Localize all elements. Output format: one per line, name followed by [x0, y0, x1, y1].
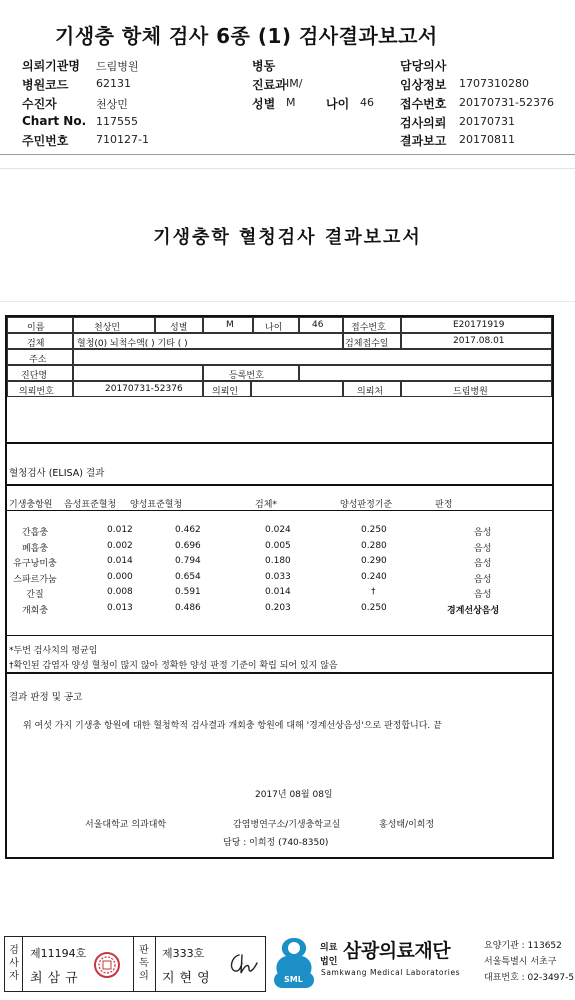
label-age: 나이: [326, 97, 350, 111]
info-age: 46: [312, 320, 324, 330]
report-date: 2017년 08월 08일: [255, 790, 333, 800]
org-name: 삼광의료재단: [343, 940, 451, 962]
cell-requester: [251, 381, 343, 397]
report-title-rule: [0, 301, 575, 302]
info-requester-org-label: 의뢰처: [357, 387, 384, 397]
table-row: [7, 587, 552, 601]
info-collect-label: 검체접수일: [345, 339, 389, 349]
header-divider: [0, 154, 575, 155]
report-header: [0, 0, 575, 160]
sig-divider-1: [22, 937, 23, 991]
table-row: [7, 556, 552, 570]
value-resident-no: 710127-1: [96, 133, 149, 146]
cell-parasite: 유구낭미충: [13, 559, 57, 569]
table-row: [7, 572, 552, 586]
cell-verdict: 음성: [474, 575, 492, 585]
org-type-line1: 의료: [320, 943, 338, 953]
conclusion-title: 결과 판정 및 공고: [9, 692, 83, 703]
cell-neg: 0.012: [107, 525, 133, 535]
section-title: 혈청검사 (ELISA) 결과: [9, 468, 105, 479]
value-receipt-no: 20170731-52376: [459, 96, 554, 109]
info-receipt: E20171919: [453, 320, 505, 330]
phone: 대표번호 : 02-3497-5: [484, 973, 575, 983]
cell-cutoff: 0.240: [361, 572, 387, 582]
reviewer-license: 제333호: [162, 947, 205, 960]
label-clinical-info: 임상정보: [400, 78, 447, 92]
cell-verdict: 음성: [474, 544, 492, 554]
sig-divider-2: [133, 937, 134, 991]
table-row: [7, 541, 552, 555]
info-specimen-label: 검체: [27, 339, 45, 349]
label-resident-no: 주민번호: [22, 134, 69, 148]
label-report: 결과보고: [400, 134, 447, 148]
sig-divider-3: [155, 937, 156, 991]
cell-cutoff: 0.250: [361, 603, 387, 613]
info-sex-label: 성별: [170, 323, 188, 333]
cell-verdict: 음성: [474, 559, 492, 569]
info-specimen: 혈청(0) 뇌척수액( ) 기타 ( ): [77, 339, 188, 349]
info-name: 천상민: [94, 323, 121, 333]
cell-pos: 0.486: [175, 603, 201, 613]
info-diagnosis-label: 진단명: [21, 371, 48, 381]
label-department: 진료과: [252, 78, 287, 92]
agency-number: 요양기관 : 113652: [484, 941, 562, 951]
cell-parasite: 스파르가눔: [13, 575, 57, 585]
footer: [0, 930, 575, 1000]
value-chart-no: 117555: [96, 115, 138, 128]
org-name-english: Samkwang Medical Laboratories: [321, 968, 461, 977]
cell-parasite: 폐흡충: [21, 544, 49, 554]
cell-pos: 0.696: [175, 541, 201, 551]
info-collect-date: 2017.08.01: [453, 336, 505, 346]
note-average: *두번 검사치의 평균임: [9, 646, 98, 656]
cell-address: [73, 349, 552, 365]
examiner-seal: [93, 951, 121, 983]
sml-logo-text: SML: [284, 975, 303, 984]
examiner-license: 제11194호: [30, 947, 87, 960]
cell-parasite: 개회충: [21, 606, 49, 616]
report-frame: [5, 315, 554, 859]
value-report: 20170811: [459, 133, 515, 146]
cell-cutoff: 0.290: [361, 556, 387, 566]
info-requester-label: 의뢰인: [212, 387, 239, 397]
results-bottom-rule: [7, 635, 552, 636]
value-hospital-code: 62131: [96, 77, 131, 90]
info-age-label: 나이: [265, 323, 283, 333]
label-hospital-code: 병원코드: [22, 78, 69, 92]
value-patient: 천상민: [96, 98, 128, 111]
cell-verdict: 음성: [474, 590, 492, 600]
col-cutoff: 양성판정기준: [340, 500, 393, 510]
section-divider-2: [7, 484, 552, 486]
cell-regno: [299, 365, 552, 381]
cell-pos: 0.794: [175, 556, 201, 566]
value-department: IM/: [286, 77, 303, 90]
info-address-label: 주소: [29, 355, 47, 365]
signature-box: [4, 936, 266, 992]
cell-pos: 0.591: [175, 587, 201, 597]
cell-specimen: 0.024: [265, 525, 291, 535]
info-receipt-label: 접수번호: [351, 323, 386, 333]
col-neg: 음성표준혈청: [64, 500, 117, 510]
page-title: 기생충 항체 검사 6종 (1) 검사결과보고서: [55, 24, 438, 48]
info-request-no: 20170731-52376: [105, 384, 183, 394]
cell-neg: 0.008: [107, 587, 133, 597]
label-exam-request: 검사의뢰: [400, 116, 447, 130]
cell-verdict: 음성: [474, 528, 492, 538]
staff: 홍성태/이희정: [379, 820, 435, 830]
cell-pos: 0.654: [175, 572, 201, 582]
cell-neg: 0.014: [107, 556, 133, 566]
value-exam-request: 20170731: [459, 115, 515, 128]
col-pos: 양성표준혈청: [130, 500, 183, 510]
cell-specimen: 0.203: [265, 603, 291, 613]
value-age: 46: [360, 96, 374, 109]
cell-parasite: 간질: [26, 590, 44, 600]
cell-specimen: 0.014: [265, 587, 291, 597]
cell-neg: 0.002: [107, 541, 133, 551]
cell-verdict: 경계선상음성: [447, 606, 500, 616]
label-doctor: 담당의사: [400, 59, 447, 73]
conclusion-text: 위 여섯 가지 기생충 항원에 대한 혈청학적 검사결과 개회충 항원에 대해 '경계선상음성'으로 판정합니다. 끝: [23, 721, 442, 731]
institution: 서울대학교 의과대학: [85, 820, 167, 830]
reviewer-signature: [227, 951, 261, 983]
cell-neg: 0.013: [107, 603, 133, 613]
conclusion-divider: [7, 672, 552, 674]
col-specimen: 검체*: [255, 500, 277, 510]
label-patient: 수진자: [22, 97, 57, 111]
reviewer-name: 지현영: [162, 971, 215, 986]
examiner-name: 최삼규: [30, 971, 83, 986]
label-client: 의뢰기관명: [22, 59, 80, 73]
cell-neg: 0.000: [107, 572, 133, 582]
table-row: [7, 525, 552, 539]
info-request-no-label: 의뢰번호: [19, 387, 54, 397]
reviewer-label: 판 독 의: [139, 945, 149, 982]
org-type-line2: 법인: [320, 957, 338, 967]
label-sex: 성별: [252, 97, 276, 111]
cell-cutoff: †: [371, 587, 376, 597]
cell-pos: 0.462: [175, 525, 201, 535]
report-title: 기생충학 혈청검사 결과보고서: [153, 227, 422, 248]
label-chart-no: Chart No.: [22, 114, 87, 128]
contact: 담당 : 이희정 (740-8350): [223, 838, 329, 848]
note-dagger: †확인된 감염자 양성 혈청이 많지 않아 정확한 양성 판정 기준이 확립 되어 있지 않음: [9, 661, 338, 671]
info-requester-org: 드림병원: [453, 387, 488, 397]
cell-cutoff: 0.280: [361, 541, 387, 551]
address: 서울특별시 서초구: [484, 957, 557, 967]
examiner-label: 검 사 자: [9, 945, 19, 982]
cell-parasite: 간흡충: [21, 528, 49, 538]
col-parasite: 기생충항원: [9, 500, 53, 510]
cell-specimen: 0.180: [265, 556, 291, 566]
value-sex: M: [286, 96, 296, 109]
label-receipt-no: 접수번호: [400, 97, 447, 111]
cell-diagnosis: [73, 365, 203, 381]
value-clinical-info: 1707310280: [459, 77, 529, 90]
sml-logo-icon: [272, 936, 316, 994]
section-divider-1: [7, 442, 552, 444]
table-row: [7, 603, 552, 617]
label-ward: 병동: [252, 59, 276, 73]
value-client: 드림병원: [96, 60, 139, 73]
lab: 감염병연구소/기생충학교실: [233, 820, 341, 830]
col-verdict: 판정: [435, 500, 453, 510]
info-name-label: 이름: [27, 323, 45, 333]
info-regno-label: 등록번호: [229, 371, 264, 381]
cell-specimen: 0.033: [265, 572, 291, 582]
column-header-rule: [7, 510, 552, 511]
cell-specimen: 0.005: [265, 541, 291, 551]
info-sex: M: [226, 320, 234, 330]
scanned-report: [0, 168, 575, 926]
cell-cutoff: 0.250: [361, 525, 387, 535]
